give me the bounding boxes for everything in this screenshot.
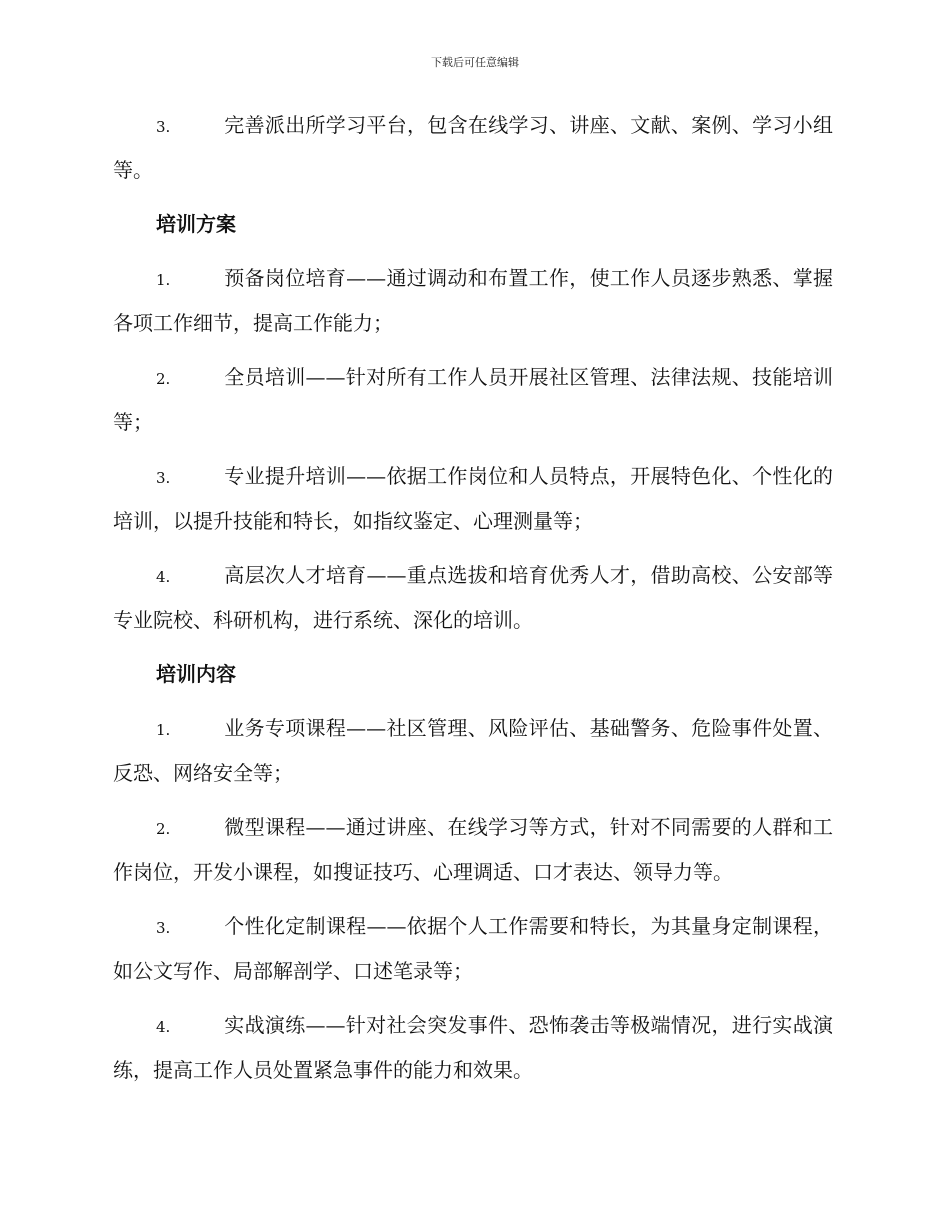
list-item-number: 1. <box>156 271 171 289</box>
list-item-number: 3. <box>156 469 171 487</box>
list-item <box>113 257 833 345</box>
list-item <box>113 104 833 192</box>
list-item-text: 专业提升培训——依据工作岗位和人员特点，开展特色化、个性化的培训，以提升技能和特长，如指纹鉴定、心理测量等； <box>113 464 833 533</box>
list-item <box>113 806 833 894</box>
list-item <box>113 905 833 993</box>
list-item <box>113 1004 833 1092</box>
section-heading-training-plan: 培训方案 <box>156 212 236 236</box>
list-item-number: 3. <box>156 118 171 136</box>
list-item <box>113 554 833 642</box>
list-item-text: 微型课程——通过讲座、在线学习等方式，针对不同需要的人群和工作岗位，开发小课程，如搜证技巧、心理调适、口才表达、领导力等。 <box>113 815 833 884</box>
list-item <box>113 356 833 444</box>
list-item-number: 2. <box>156 370 171 388</box>
list-item-number: 4. <box>156 1018 171 1036</box>
section-heading-training-content: 培训内容 <box>156 662 236 686</box>
list-item-text: 业务专项课程——社区管理、风险评估、基础警务、危险事件处置、反恐、网络安全等； <box>113 716 833 785</box>
list-item <box>113 707 833 795</box>
list-item-text: 个性化定制课程——依据个人工作需要和特长，为其量身定制课程，如公文写作、局部解剖学、口述笔录等； <box>113 914 833 983</box>
list-item-text: 全员培训——针对所有工作人员开展社区管理、法律法规、技能培训等； <box>113 365 833 434</box>
list-item-number: 3. <box>156 919 171 937</box>
list-item-text: 完善派出所学习平台，包含在线学习、讲座、文献、案例、学习小组等。 <box>113 113 833 182</box>
list-item-text: 高层次人才培育——重点选拔和培育优秀人才，借助高校、公安部等专业院校、科研机构，进行系统、深化的培训。 <box>113 563 833 632</box>
page-header: 下载后可任意编辑 <box>431 56 519 69</box>
list-item <box>113 455 833 543</box>
list-item-text: 实战演练——针对社会突发事件、恐怖袭击等极端情况，进行实战演练，提高工作人员处置紧急事件的能力和效果。 <box>113 1013 833 1082</box>
list-item-number: 4. <box>156 568 171 586</box>
list-item-number: 1. <box>156 721 171 739</box>
list-item-text: 预备岗位培育——通过调动和布置工作，使工作人员逐步熟悉、掌握各项工作细节，提高工作能力； <box>113 266 833 335</box>
list-item-number: 2. <box>156 820 171 838</box>
document-body <box>113 104 833 1103</box>
